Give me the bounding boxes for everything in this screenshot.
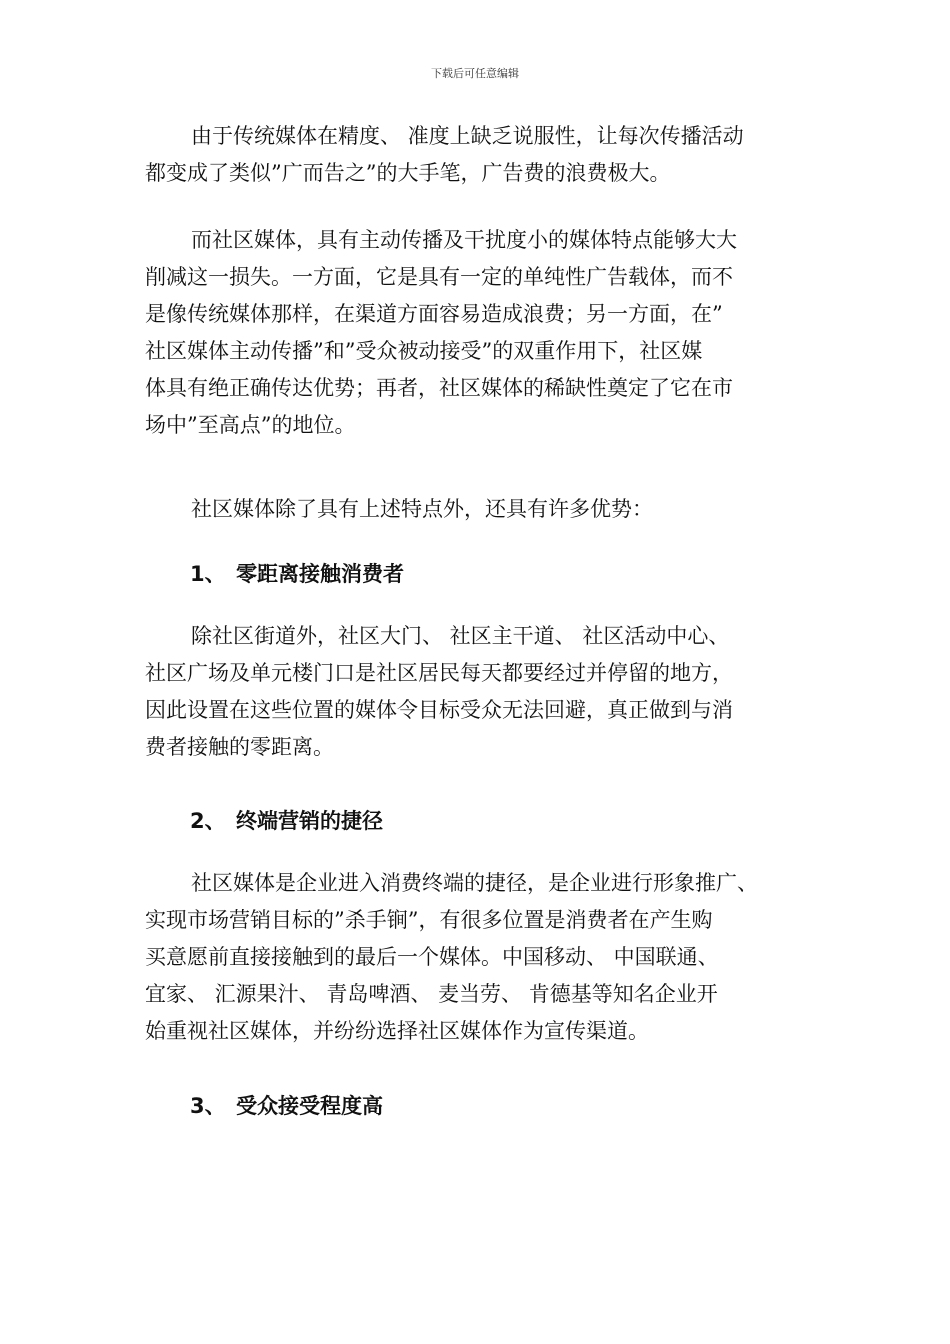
text-line: 费者接触的零距离。 (145, 735, 334, 759)
paragraph-2 (145, 222, 825, 444)
section-heading-1 (190, 556, 404, 593)
text-line: 因此设置在这些位置的媒体令目标受众无法回避，真正做到与消 (145, 698, 733, 722)
text-line: 而社区媒体，具有主动传播及干扰度小的媒体特点能够大大 (191, 228, 737, 252)
paragraph-4 (145, 618, 825, 766)
section-heading-2 (190, 803, 383, 840)
text-line: 社区媒体是企业进入消费终端的捷径，是企业进行形象推广、 (191, 871, 758, 895)
text-line: 始重视社区媒体，并纷纷选择社区媒体作为宣传渠道。 (145, 1019, 649, 1043)
section-heading-3 (190, 1088, 383, 1125)
heading-number: 1、 (190, 562, 226, 586)
paragraph-3 (145, 491, 825, 528)
text-line: 社区媒体除了具有上述特点外，还具有许多优势： (191, 497, 653, 521)
heading-title: 终端营销的捷径 (236, 809, 383, 833)
text-line: 体具有绝正确传达优势；再者，社区媒体的稀缺性奠定了它在市 (145, 376, 733, 400)
heading-title: 零距离接触消费者 (236, 562, 404, 586)
heading-title: 受众接受程度高 (236, 1094, 383, 1118)
heading-number: 3、 (190, 1094, 226, 1118)
page-header: 下载后可任意编辑 (431, 67, 519, 80)
paragraph-5 (145, 865, 825, 1050)
text-line: 场中”至高点”的地位。 (145, 413, 356, 437)
heading-number: 2、 (190, 809, 226, 833)
text-line: 除社区街道外，社区大门、 社区主干道、 社区活动中心、 (191, 624, 730, 648)
text-line: 社区广场及单元楼门口是社区居民每天都要经过并停留的地方， (145, 661, 733, 685)
text-line: 宜家、 汇源果汁、 青岛啤酒、 麦当劳、 肯德基等知名企业开 (145, 982, 718, 1006)
text-line: 都变成了类似”广而告之”的大手笔，广告费的浪费极大。 (145, 161, 671, 185)
text-line: 买意愿前直接接触到的最后一个媒体。中国移动、 中国联通、 (145, 945, 719, 969)
text-line: 由于传统媒体在精度、 准度上缺乏说服性，让每次传播活动 (191, 124, 744, 148)
text-line: 实现市场营销目标的”杀手锏”，有很多位置是消费者在产生购 (145, 908, 713, 932)
paragraph-1 (145, 118, 825, 192)
text-line: 削减这一损失。一方面，它是具有一定的单纯性广告载体，而不 (145, 265, 733, 289)
text-line: 是像传统媒体那样，在渠道方面容易造成浪费；另一方面，在” (145, 302, 723, 326)
text-line: 社区媒体主动传播”和”受众被动接受”的双重作用下，社区媒 (145, 339, 703, 363)
